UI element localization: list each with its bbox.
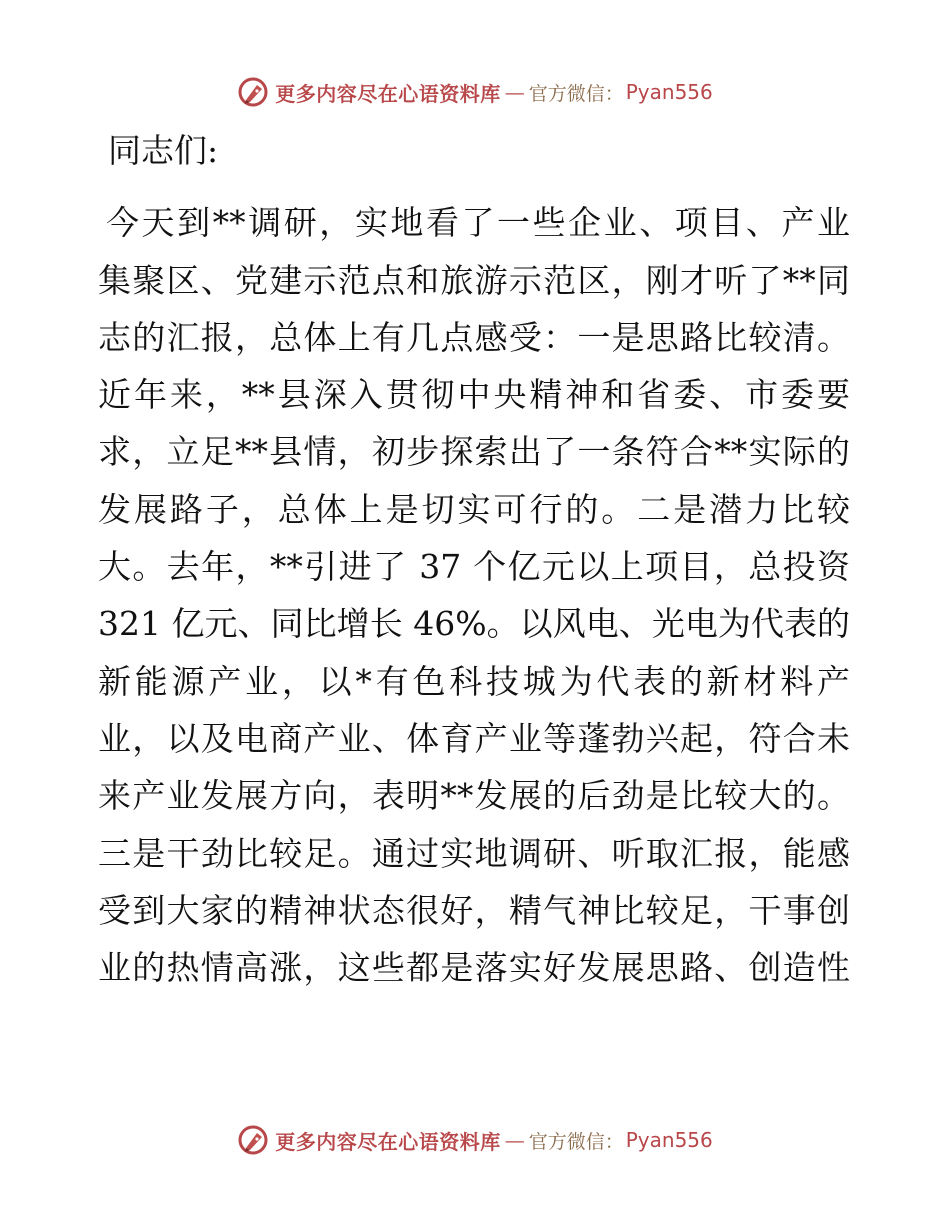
banner-wechat-id: Pyan556 — [625, 80, 713, 104]
banner-wechat-label: 官方微信： — [528, 1130, 624, 1153]
paragraph-line: 321 亿元、同比增长 46%。以风电、光电为代表的 — [98, 604, 850, 644]
document-body — [98, 122, 850, 996]
banner-title: 更多内容尽在心语资料库 — [275, 1129, 501, 1154]
banner-title: 更多内容尽在心语资料库 — [275, 81, 501, 106]
paragraph-line: 求，立足**县情，初步探索出了一条符合**实际的 — [98, 432, 850, 472]
pen-nib-logo-icon — [237, 1124, 269, 1156]
paragraph-line: 来产业发展方向，表明**发展的后劲是比较大的。 — [98, 776, 850, 816]
paragraph-line: 发展路子，总体上是切实可行的。二是潜力比较 — [98, 489, 850, 529]
banner-dash: — — [504, 1128, 525, 1152]
banner-wechat-label: 官方微信： — [528, 82, 624, 105]
paragraph-line: 业，以及电商产业、体育产业等蓬勃兴起，符合未 — [98, 718, 850, 758]
paragraph-line: 新能源产业，以*有色科技城为代表的新材料产 — [98, 661, 850, 701]
paragraph-line: 集聚区、党建示范点和旅游示范区，刚才听了**同 — [98, 260, 850, 300]
banner-wechat-id: Pyan556 — [625, 1128, 713, 1152]
paragraph-line: 业的热情高涨，这些都是落实好发展思路、创造性 — [98, 948, 850, 988]
paragraph-line: 近年来，**县深入贯彻中央精神和省委、市委要 — [98, 375, 850, 415]
paragraph-line: 三是干劲比较足。通过实地调研、听取汇报，能感 — [98, 833, 850, 873]
paragraph-line: 志的汇报，总体上有几点感受：一是思路比较清。 — [98, 317, 850, 357]
paragraph-line: 大。去年，**引进了 37 个亿元以上项目，总投资 — [98, 547, 850, 587]
paragraph-line: 受到大家的精神状态很好，精气神比较足，干事创 — [98, 890, 850, 930]
paragraph-line: 今天到**调研，实地看了一些企业、项目、产业 — [106, 203, 850, 243]
banner-dash: — — [504, 80, 525, 104]
pen-nib-logo-icon — [237, 76, 269, 108]
footer-banner — [0, 1120, 950, 1160]
header-banner — [0, 72, 950, 112]
greeting: 同志们: — [108, 131, 219, 170]
